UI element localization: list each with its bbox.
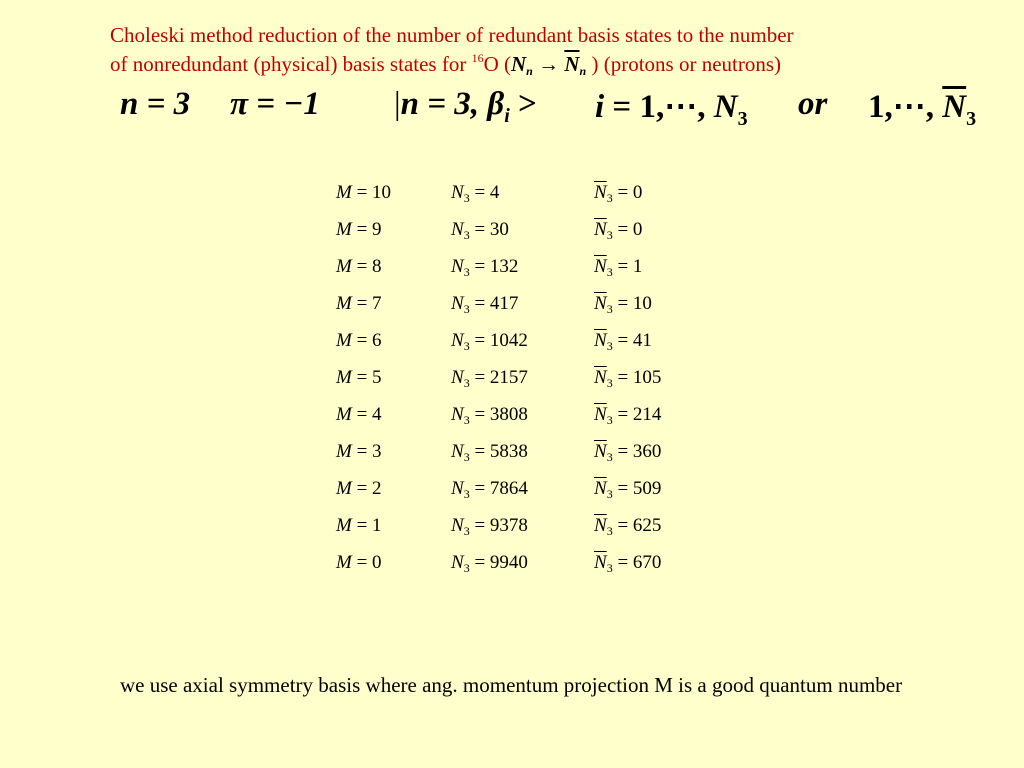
m-value: 3 xyxy=(372,441,382,462)
state-count-table xyxy=(336,182,716,589)
n3bar-value: 1 xyxy=(632,256,643,277)
n3-subscript: 3 xyxy=(463,376,470,390)
n3-value: 417 xyxy=(489,293,519,314)
n3-label: N xyxy=(451,552,464,573)
m-cell xyxy=(336,367,382,389)
m-label: M xyxy=(336,515,352,536)
n3-eq: = xyxy=(469,219,490,240)
range-values: = 1,⋯, xyxy=(604,89,714,125)
eq-parity: π = −1 xyxy=(230,86,320,122)
footer-note: we use axial symmetry basis where ang. momentum projection M is a good quantum number xyxy=(120,673,903,697)
n3bar-label: $\overline{N}$ xyxy=(594,404,607,425)
n3-subscript: 3 xyxy=(463,265,470,279)
n3bar-value: 670 xyxy=(632,552,662,573)
n3bar-value: 360 xyxy=(632,441,662,462)
n3-label: N xyxy=(451,404,464,425)
m-eq: = xyxy=(351,441,373,462)
n3-subscript: 3 xyxy=(463,339,470,353)
m-value: 2 xyxy=(372,478,382,499)
m-cell xyxy=(336,441,382,463)
n3bar-label: $\overline{N}$ xyxy=(594,515,607,536)
n3bar-cell xyxy=(594,256,642,278)
n3-subscript: 3 xyxy=(463,228,470,242)
eq-n: n = 3 xyxy=(120,86,191,122)
n3bar-eq: = xyxy=(612,330,633,351)
n3bar-cell xyxy=(594,182,642,204)
n3-value: 7864 xyxy=(489,478,528,499)
m-value: 10 xyxy=(372,182,392,203)
n3bar-label: $\overline{N}$ xyxy=(594,256,607,277)
n3-eq: = xyxy=(469,330,490,351)
N-bar-symbol: $\overline{N}$ xyxy=(564,52,580,76)
n3bar-cell xyxy=(594,478,661,500)
n3bar-cell xyxy=(594,293,652,315)
n3-value: 132 xyxy=(489,256,519,277)
slide-title xyxy=(110,21,1010,86)
table-row xyxy=(336,404,716,441)
n3-label: N xyxy=(451,330,464,351)
n3bar-value: 41 xyxy=(632,330,652,351)
ket-beta-subscript: i xyxy=(504,105,510,127)
n3bar-eq: = xyxy=(612,404,633,425)
m-cell xyxy=(336,330,382,352)
m-eq: = xyxy=(351,293,373,314)
n3bar-eq: = xyxy=(612,219,633,240)
n3-subscript: 3 xyxy=(463,487,470,501)
n3bar-cell xyxy=(594,552,661,574)
n3-cell xyxy=(451,404,528,426)
equation-line xyxy=(120,86,1000,132)
n3bar-subscript: 3 xyxy=(606,228,613,242)
m-value: 4 xyxy=(372,404,382,425)
table-row xyxy=(336,478,716,515)
n3bar-eq: = xyxy=(612,441,633,462)
n3-cell xyxy=(451,441,528,463)
m-cell xyxy=(336,219,382,241)
m-value: 9 xyxy=(372,219,382,240)
n3-label: N xyxy=(451,478,464,499)
n3-cell xyxy=(451,256,518,278)
table-row xyxy=(336,330,716,367)
n3bar-label: $\overline{N}$ xyxy=(594,478,607,499)
mass-number: 16 xyxy=(471,51,484,65)
ket-n: n = 3, xyxy=(400,86,488,122)
range-N: N xyxy=(713,89,738,125)
n3-value: 9378 xyxy=(489,515,528,536)
n3bar-cell xyxy=(594,515,661,537)
m-label: M xyxy=(336,182,352,203)
ket-beta: β xyxy=(487,86,505,122)
range2-N-bar: $\overline{N}$ xyxy=(942,89,967,125)
m-cell xyxy=(336,404,382,426)
table-row xyxy=(336,552,716,589)
n3bar-subscript: 3 xyxy=(606,524,613,538)
element-symbol: O xyxy=(483,52,499,76)
n3-cell xyxy=(451,552,528,574)
range2-values: 1,⋯, xyxy=(868,89,943,125)
n3-subscript: 3 xyxy=(463,413,470,427)
n3-cell xyxy=(451,367,528,389)
m-cell xyxy=(336,293,382,315)
m-eq: = xyxy=(351,256,373,277)
n3-value: 3808 xyxy=(489,404,528,425)
range2-N-subscript: 3 xyxy=(966,108,977,130)
eq-range xyxy=(595,86,748,130)
n3-label: N xyxy=(451,441,464,462)
table-row xyxy=(336,256,716,293)
m-eq: = xyxy=(351,404,373,425)
m-label: M xyxy=(336,404,352,425)
n3bar-subscript: 3 xyxy=(606,561,613,575)
title-paren-suffix: ) (protons or neutrons) xyxy=(591,52,782,76)
m-eq: = xyxy=(351,478,373,499)
m-cell xyxy=(336,478,382,500)
title-line-1: Choleski method reduction of the number of redundant basis states to the number xyxy=(110,23,794,47)
m-eq: = xyxy=(351,515,373,536)
m-eq: = xyxy=(351,330,373,351)
n3-value: 9940 xyxy=(489,552,528,573)
title-line-2-prefix: of nonredundant (physical) basis states for xyxy=(110,52,472,76)
paren-open: ( xyxy=(504,52,511,76)
m-eq: = xyxy=(351,367,373,388)
n3-eq: = xyxy=(469,552,490,573)
eq-ket xyxy=(394,86,537,127)
m-label: M xyxy=(336,219,352,240)
m-label: M xyxy=(336,293,352,314)
n3-cell xyxy=(451,182,499,204)
n3-label: N xyxy=(451,219,464,240)
m-value: 5 xyxy=(372,367,382,388)
n3-value: 1042 xyxy=(489,330,528,351)
n3bar-value: 0 xyxy=(632,219,643,240)
range-i: i xyxy=(595,89,605,125)
n3-value: 30 xyxy=(489,219,509,240)
table-row xyxy=(336,367,716,404)
n3-label: N xyxy=(451,182,464,203)
n3bar-subscript: 3 xyxy=(606,487,613,501)
n3-eq: = xyxy=(469,441,490,462)
n3bar-value: 214 xyxy=(632,404,662,425)
n3bar-eq: = xyxy=(612,293,633,314)
n3-eq: = xyxy=(469,367,490,388)
n3-eq: = xyxy=(469,256,490,277)
n3bar-label: $\overline{N}$ xyxy=(594,330,607,351)
table-row xyxy=(336,182,716,219)
n3-label: N xyxy=(451,367,464,388)
table-row xyxy=(336,441,716,478)
n3-subscript: 3 xyxy=(463,450,470,464)
m-label: M xyxy=(336,367,352,388)
n3bar-subscript: 3 xyxy=(606,450,613,464)
n3-subscript: 3 xyxy=(463,302,470,316)
n3-eq: = xyxy=(469,404,490,425)
table-row xyxy=(336,515,716,552)
n3bar-label: $\overline{N}$ xyxy=(594,293,607,314)
n3bar-eq: = xyxy=(612,182,633,203)
n3bar-cell xyxy=(594,330,652,352)
n3-label: N xyxy=(451,256,464,277)
n3-subscript: 3 xyxy=(463,561,470,575)
n3-eq: = xyxy=(469,182,490,203)
n3bar-eq: = xyxy=(612,367,633,388)
n3bar-eq: = xyxy=(612,515,633,536)
m-value: 1 xyxy=(372,515,382,536)
m-cell xyxy=(336,552,382,574)
n3-cell xyxy=(451,478,528,500)
m-eq: = xyxy=(351,182,373,203)
n3bar-value: 0 xyxy=(632,182,643,203)
n3bar-subscript: 3 xyxy=(606,413,613,427)
n3-eq: = xyxy=(469,478,490,499)
n3bar-subscript: 3 xyxy=(606,302,613,316)
transition-expression xyxy=(511,52,586,76)
m-value: 6 xyxy=(372,330,382,351)
arrow-icon: → xyxy=(538,52,560,76)
m-value: 0 xyxy=(372,552,382,573)
m-label: M xyxy=(336,256,352,277)
n3bar-cell xyxy=(594,367,661,389)
n3bar-label: $\overline{N}$ xyxy=(594,367,607,388)
m-eq: = xyxy=(351,219,373,240)
n3bar-subscript: 3 xyxy=(606,376,613,390)
n3-value: 2157 xyxy=(489,367,528,388)
m-cell xyxy=(336,256,382,278)
n3-eq: = xyxy=(469,293,490,314)
m-eq: = xyxy=(351,552,373,573)
n3-eq: = xyxy=(469,515,490,536)
n3bar-cell xyxy=(594,219,642,241)
table-row xyxy=(336,219,716,256)
ket-bar: | xyxy=(394,86,401,122)
n3bar-eq: = xyxy=(612,256,633,277)
n3-subscript: 3 xyxy=(463,191,470,205)
eq-or: or xyxy=(798,86,828,122)
n3bar-cell xyxy=(594,404,661,426)
n3bar-subscript: 3 xyxy=(606,265,613,279)
m-value: 8 xyxy=(372,256,382,277)
n3bar-value: 105 xyxy=(632,367,662,388)
N-symbol: N xyxy=(511,52,527,76)
m-label: M xyxy=(336,478,352,499)
n3bar-subscript: 3 xyxy=(606,339,613,353)
n3bar-subscript: 3 xyxy=(606,191,613,205)
ket-close: > xyxy=(509,86,537,122)
n3bar-eq: = xyxy=(612,478,633,499)
range-N-subscript: 3 xyxy=(737,108,748,130)
n3-cell xyxy=(451,293,518,315)
eq-range-2 xyxy=(868,86,977,130)
n3-value: 4 xyxy=(489,182,500,203)
n-subscript: n xyxy=(526,64,533,78)
n3bar-label: $\overline{N}$ xyxy=(594,219,607,240)
m-label: M xyxy=(336,552,352,573)
n3bar-label: $\overline{N}$ xyxy=(594,182,607,203)
m-cell xyxy=(336,515,382,537)
n3bar-value: 10 xyxy=(632,293,652,314)
m-cell xyxy=(336,182,391,204)
n3-label: N xyxy=(451,293,464,314)
n3bar-eq: = xyxy=(612,552,633,573)
m-label: M xyxy=(336,441,352,462)
n-bar-subscript: n xyxy=(579,64,587,78)
n3bar-value: 625 xyxy=(632,515,662,536)
n3-value: 5838 xyxy=(489,441,528,462)
n3bar-value: 509 xyxy=(632,478,662,499)
n3bar-label: $\overline{N}$ xyxy=(594,441,607,462)
n3-label: N xyxy=(451,515,464,536)
n3-cell xyxy=(451,515,528,537)
n3-cell xyxy=(451,330,528,352)
title-line-2 xyxy=(110,50,1010,86)
n3bar-cell xyxy=(594,441,661,463)
m-value: 7 xyxy=(372,293,382,314)
n3-cell xyxy=(451,219,509,241)
table-row xyxy=(336,293,716,330)
n3-subscript: 3 xyxy=(463,524,470,538)
n3bar-label: $\overline{N}$ xyxy=(594,552,607,573)
m-label: M xyxy=(336,330,352,351)
